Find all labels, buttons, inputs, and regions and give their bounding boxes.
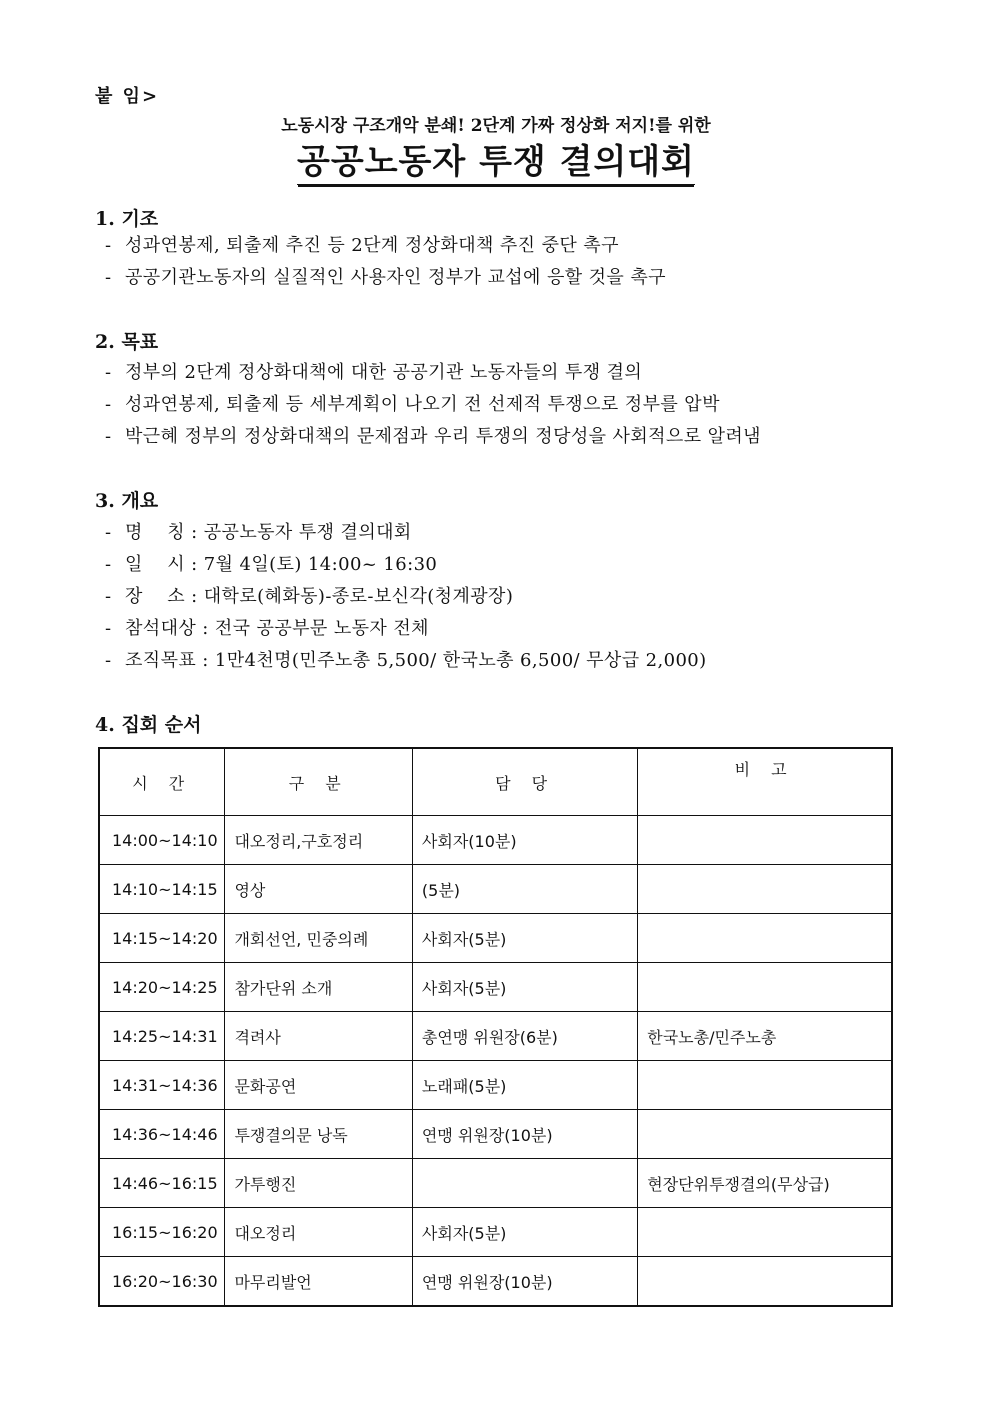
list-item: - 장 소 : 대학로(혜화동)-종로-보신각(청계광장)	[105, 586, 514, 607]
attachment-label: 붙 임>	[95, 86, 160, 107]
time-cell: 14:31~14:36	[99, 1061, 225, 1110]
category-cell: 개회선언, 민중의례	[225, 914, 412, 963]
table-row	[99, 1208, 892, 1257]
dash-mark: -	[105, 394, 112, 415]
category-cell: 대오정리	[225, 1208, 412, 1257]
remarks-cell	[638, 816, 892, 865]
table-row	[99, 1159, 892, 1208]
remarks-cell	[638, 914, 892, 963]
table-row	[99, 865, 892, 914]
in-charge-cell: 노래패(5분)	[412, 1061, 637, 1110]
list-item: - 참석대상 : 전국 공공부문 노동자 전체	[105, 618, 429, 639]
column-header-category: 구 분	[225, 748, 412, 816]
section-heading-program: 4. 집회 순서	[95, 714, 202, 736]
table-header-row	[99, 748, 892, 816]
in-charge-cell: 사회자(5분)	[412, 914, 637, 963]
remarks-cell	[638, 963, 892, 1012]
category-cell: 가투행진	[225, 1159, 412, 1208]
list-item: - 조직목표 : 1만4천명(민주노총 5,500/ 한국노총 6,500/ 무상급 2,000)	[105, 650, 707, 671]
dash-mark: -	[105, 554, 112, 575]
document-title-wrap	[0, 134, 992, 185]
time-cell: 14:46~16:15	[99, 1159, 225, 1208]
dash-mark: -	[105, 650, 112, 671]
remarks-cell	[638, 1257, 892, 1307]
table-row	[99, 1012, 892, 1061]
column-header-remarks: 비 고	[638, 748, 892, 816]
time-cell: 14:36~14:46	[99, 1110, 225, 1159]
time-cell: 14:25~14:31	[99, 1012, 225, 1061]
in-charge-cell: 사회자(10분)	[412, 816, 637, 865]
table-row	[99, 914, 892, 963]
remarks-cell: 한국노총/민주노총	[638, 1012, 892, 1061]
remarks-cell	[638, 1110, 892, 1159]
category-cell: 대오정리,구호정리	[225, 816, 412, 865]
time-cell: 14:10~14:15	[99, 865, 225, 914]
in-charge-cell: 연맹 위원장(10분)	[412, 1110, 637, 1159]
time-cell: 14:15~14:20	[99, 914, 225, 963]
dash-mark: -	[105, 522, 112, 543]
dash-mark: -	[105, 235, 112, 256]
remarks-cell: 현장단위투쟁결의(무상급)	[638, 1159, 892, 1208]
list-item: - 성과연봉제, 퇴출제 등 세부계획이 나오기 전 선제적 투쟁으로 정부를 압박	[105, 394, 720, 415]
time-cell: 14:20~14:25	[99, 963, 225, 1012]
category-cell: 마무리발언	[225, 1257, 412, 1307]
program-schedule-table	[98, 747, 893, 1307]
list-item: - 정부의 2단계 정상화대책에 대한 공공기관 노동자들의 투쟁 결의	[105, 362, 643, 383]
table-row	[99, 1061, 892, 1110]
list-item: - 공공기관노동자의 실질적인 사용자인 정부가 교섭에 응할 것을 촉구	[105, 267, 666, 288]
in-charge-cell: (5분)	[412, 865, 637, 914]
section-heading-principles: 1. 기조	[95, 208, 159, 230]
list-item: - 일 시 : 7월 4일(토) 14:00~ 16:30	[105, 554, 438, 575]
in-charge-cell: 사회자(5분)	[412, 1208, 637, 1257]
remarks-cell	[638, 865, 892, 914]
list-item: - 성과연봉제, 퇴출제 추진 등 2단계 정상화대책 추진 중단 촉구	[105, 235, 619, 256]
table-body	[99, 816, 892, 1307]
dash-mark: -	[105, 618, 112, 639]
column-header-in-charge: 담 당	[412, 748, 637, 816]
time-cell: 16:20~16:30	[99, 1257, 225, 1307]
document-title: 공공노동자 투쟁 결의대회	[297, 134, 695, 185]
in-charge-cell: 총연맹 위원장(6분)	[412, 1012, 637, 1061]
time-cell: 16:15~16:20	[99, 1208, 225, 1257]
in-charge-cell: 연맹 위원장(10분)	[412, 1257, 637, 1307]
category-cell: 격려사	[225, 1012, 412, 1061]
list-item: - 박근혜 정부의 정상화대책의 문제점과 우리 투쟁의 정당성을 사회적으로 알려냄	[105, 426, 761, 447]
category-cell: 투쟁결의문 낭독	[225, 1110, 412, 1159]
list-item: - 명 칭 : 공공노동자 투쟁 결의대회	[105, 522, 412, 543]
table-row	[99, 816, 892, 865]
table-row	[99, 963, 892, 1012]
category-cell: 영상	[225, 865, 412, 914]
section-heading-goals: 2. 목표	[95, 331, 159, 353]
table-row	[99, 1110, 892, 1159]
in-charge-cell	[412, 1159, 637, 1208]
dash-mark: -	[105, 426, 112, 447]
remarks-cell	[638, 1208, 892, 1257]
remarks-cell	[638, 1061, 892, 1110]
dash-mark: -	[105, 362, 112, 383]
time-cell: 14:00~14:10	[99, 816, 225, 865]
dash-mark: -	[105, 267, 112, 288]
section-heading-overview: 3. 개요	[95, 490, 159, 512]
category-cell: 참가단위 소개	[225, 963, 412, 1012]
dash-mark: -	[105, 586, 112, 607]
in-charge-cell: 사회자(5분)	[412, 963, 637, 1012]
document-subtitle: 노동시장 구조개악 분쇄! 2단계 가짜 정상화 저지!를 위한	[281, 116, 711, 136]
column-header-time: 시 간	[99, 748, 225, 816]
category-cell: 문화공연	[225, 1061, 412, 1110]
table-row	[99, 1257, 892, 1307]
